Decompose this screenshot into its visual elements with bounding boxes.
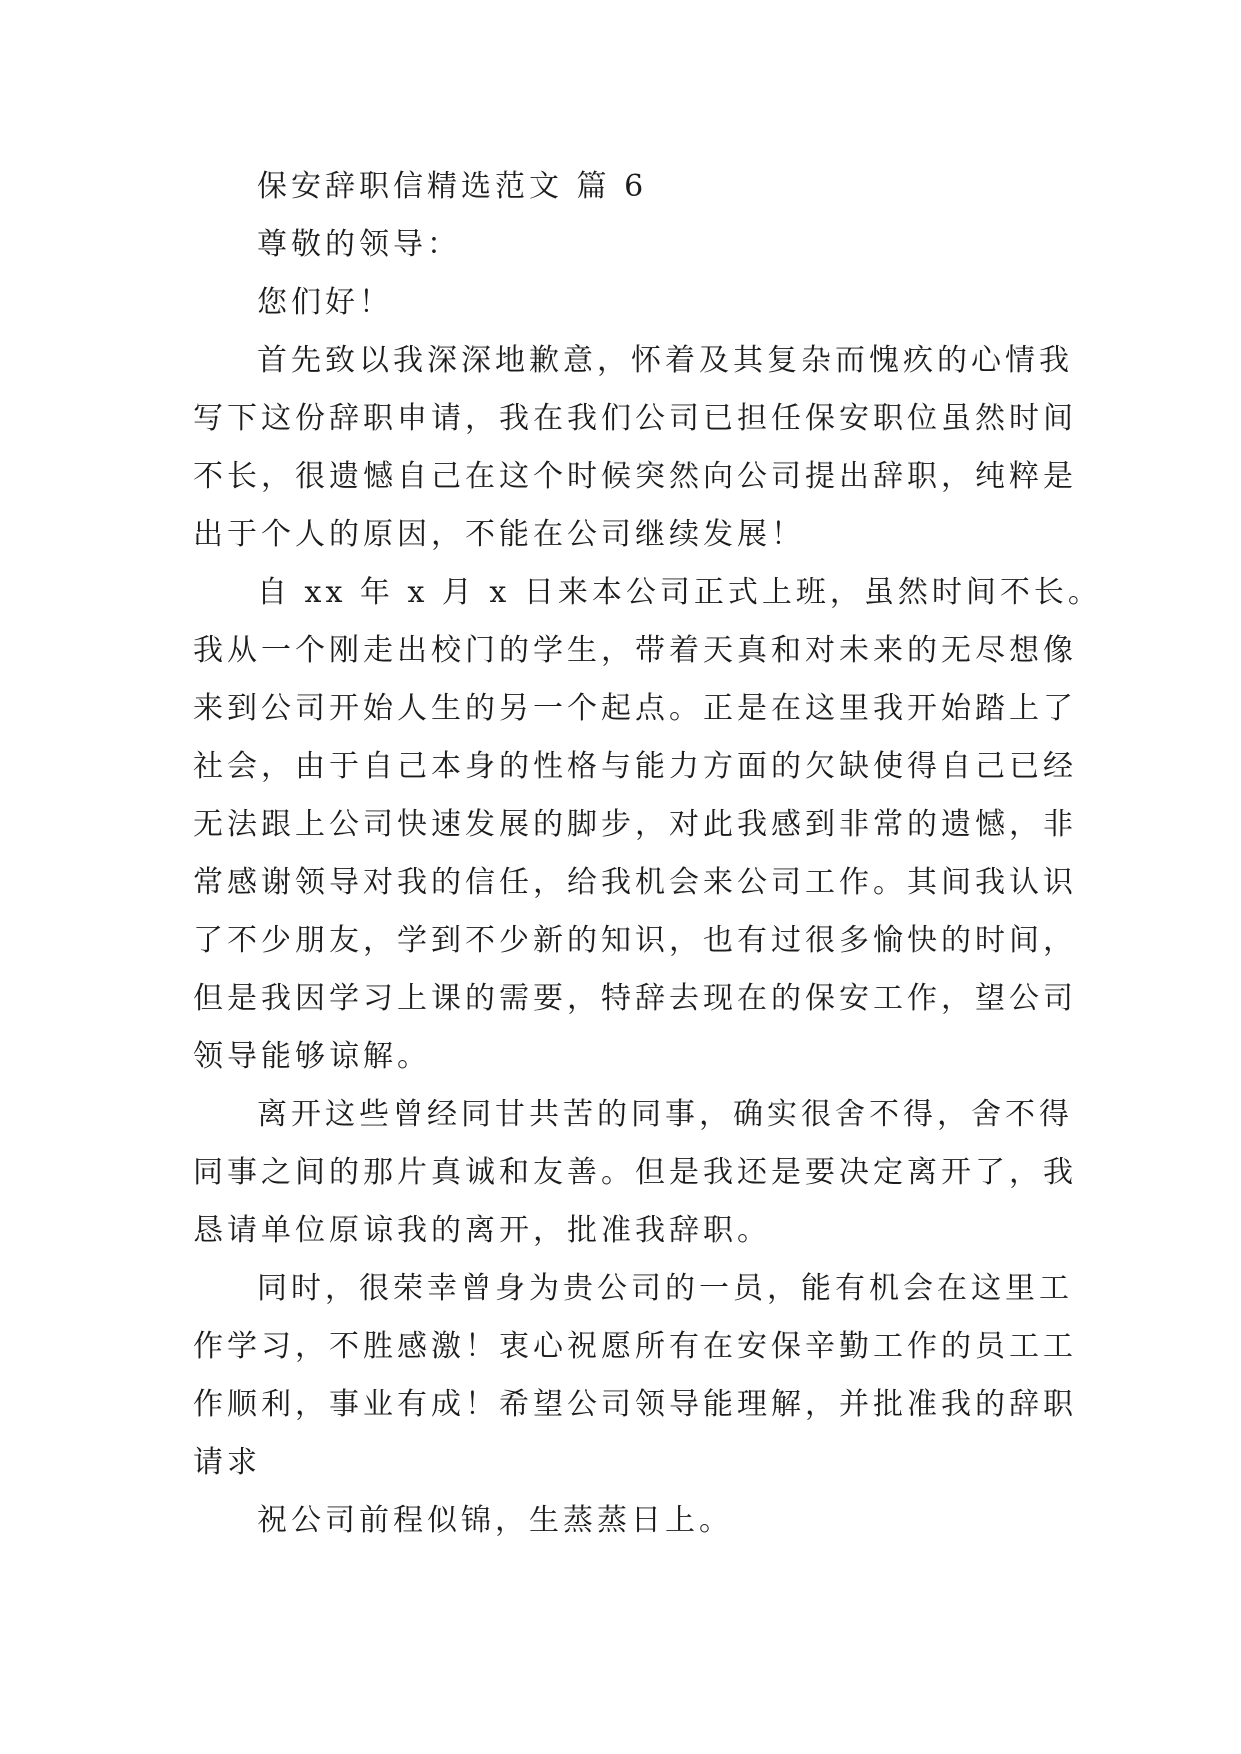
paragraph-line: 作顺利，事业有成！希望公司领导能理解，并批准我的辞职 — [193, 1387, 1077, 1422]
paragraph-line: 常感谢领导对我的信任，给我机会来公司工作。其间我认识 — [193, 865, 1077, 900]
salutation: 尊敬的领导： — [257, 227, 461, 262]
paragraph-3 — [193, 1086, 1077, 1260]
paragraph-line: 社会，由于自己本身的性格与能力方面的欠缺使得自己已经 — [193, 749, 1077, 784]
paragraph-line: 自 xx 年 x 月 x 日来本公司正式上班，虽然时间不长。 — [257, 575, 1102, 610]
paragraph-line: 我从一个刚走出校门的学生，带着天真和对未来的无尽想像 — [193, 633, 1077, 668]
paragraph-2 — [193, 564, 1102, 1086]
paragraph-line: 不长，很遗憾自己在这个时候突然向公司提出辞职，纯粹是 — [193, 459, 1077, 494]
paragraph-line: 写下这份辞职申请，我在我们公司已担任保安职位虽然时间 — [193, 401, 1077, 436]
letter-title: 保安辞职信精选范文 篇 6 — [257, 169, 648, 204]
paragraph-line: 离开这些曾经同甘共苦的同事，确实很舍不得，舍不得 — [257, 1097, 1073, 1132]
paragraph-line: 恳请单位原谅我的离开，批准我辞职。 — [193, 1213, 771, 1248]
paragraph-line: 无法跟上公司快速发展的脚步，对此我感到非常的遗憾，非 — [193, 807, 1077, 842]
paragraph-line: 出于个人的原因，不能在公司继续发展！ — [193, 517, 805, 552]
paragraph-4 — [193, 1260, 1077, 1492]
letter-body — [193, 158, 1102, 1550]
paragraph-line: 同时，很荣幸曾身为贵公司的一员，能有机会在这里工 — [257, 1271, 1073, 1306]
paragraph-line: 了不少朋友，学到不少新的知识，也有过很多愉快的时间， — [193, 923, 1077, 958]
paragraph-line: 作学习，不胜感激！衷心祝愿所有在安保辛勤工作的员工工 — [193, 1329, 1077, 1364]
paragraph-line: 领导能够谅解。 — [193, 1039, 431, 1074]
paragraph-line: 请求 — [193, 1445, 261, 1480]
greeting: 您们好！ — [257, 285, 393, 320]
paragraph-line: 首先致以我深深地歉意，怀着及其复杂而愧疚的心情我 — [257, 343, 1073, 378]
paragraph-line: 同事之间的那片真诚和友善。但是我还是要决定离开了，我 — [193, 1155, 1077, 1190]
paragraph-1 — [193, 332, 1077, 564]
closing-line: 祝公司前程似锦，生蒸蒸日上。 — [257, 1503, 733, 1538]
paragraph-line: 但是我因学习上课的需要，特辞去现在的保安工作，望公司 — [193, 981, 1077, 1016]
paragraph-line: 来到公司开始人生的另一个起点。正是在这里我开始踏上了 — [193, 691, 1077, 726]
